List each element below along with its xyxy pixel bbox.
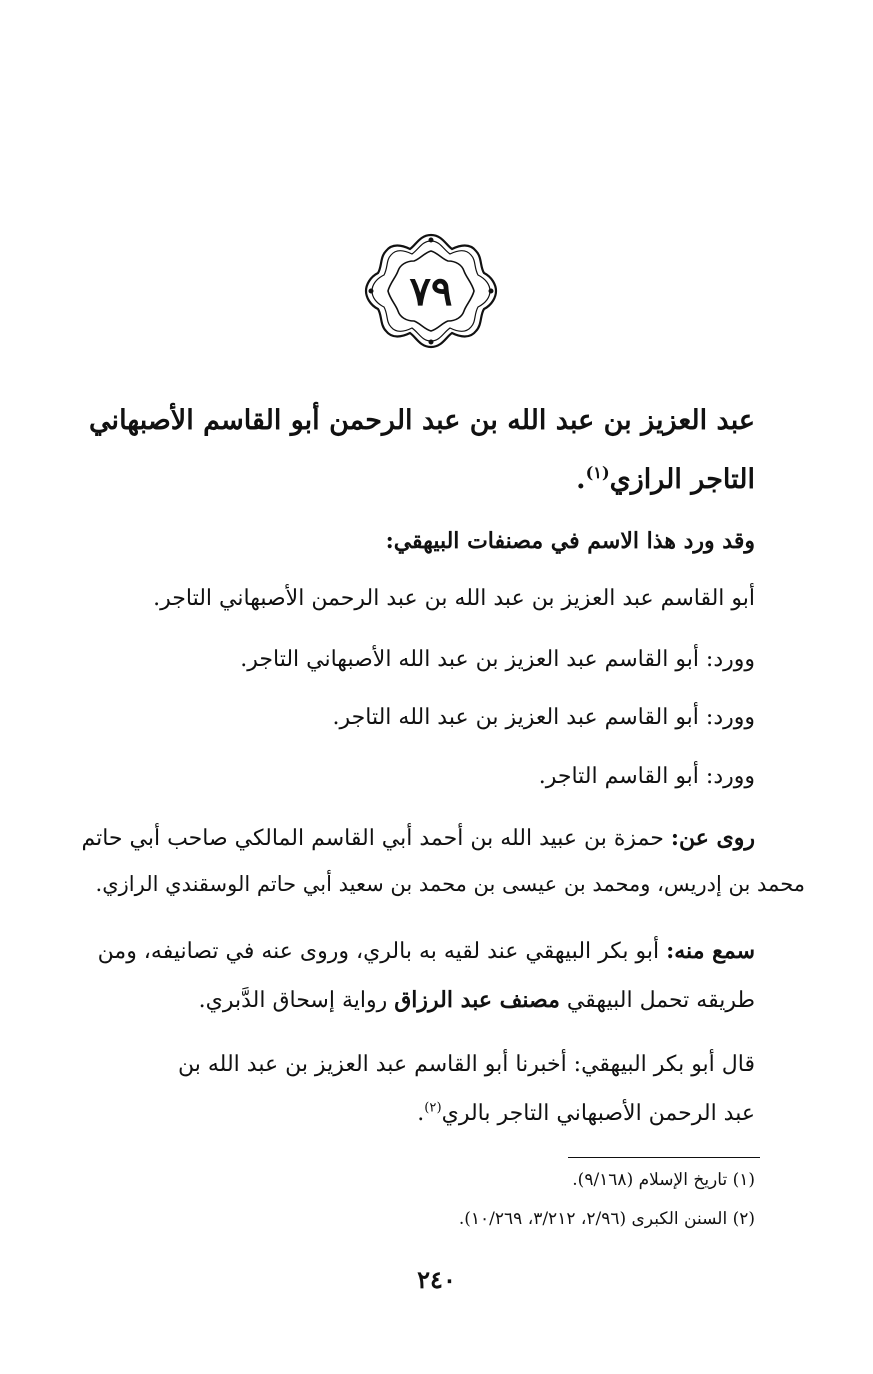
- entry-title-period: .: [576, 464, 586, 495]
- entry-title-line-1: عبد العزيز بن عبد الله بن عبد الرحمن أبو القاسم الأصبهاني: [89, 405, 755, 436]
- footnote-1: (١) تاريخ الإسلام (٩/١٦٨).: [572, 1170, 755, 1190]
- footnote-divider: [568, 1157, 760, 1158]
- heard-from-label: سمع منه:: [666, 938, 755, 964]
- name-form-4: وورد: أبو القاسم التاجر.: [538, 764, 755, 789]
- quote-text-2: عبد الرحمن الأصبهاني التاجر بالري: [441, 1101, 755, 1126]
- quote-period: .: [417, 1101, 425, 1126]
- quote-line-1: قال أبو بكر البيهقي: أخبرنا أبو القاسم عبد العزيز بن عبد الله بن: [178, 1052, 755, 1077]
- narrated-from-text-1: حمزة بن عبيد الله بن أحمد أبي القاسم المالكي صاحب أبي حاتم: [81, 826, 664, 851]
- heard-from-line-2: [199, 987, 755, 1013]
- heard-from-line-1: [98, 938, 755, 964]
- footnote-ref-2: (٢): [424, 1100, 442, 1116]
- book-title-musannaf: مصنف عبد الرزاق: [394, 987, 560, 1013]
- page-number: ٢٤٠: [417, 1265, 456, 1294]
- heard-from-text-1: أبو بكر البيهقي عند لقيه به بالري، وروى عنه في تصانيفه، ومن: [97, 939, 660, 964]
- footnote-2: (٢) السنن الكبرى (٢/٩٦، ٣/٢١٢، ١٠/٢٦٩).: [458, 1209, 755, 1229]
- narrated-from-line-2: محمد بن إدريس، ومحمد بن عيسى بن محمد بن سعيد أبي حاتم الوسقندي الرازي.: [95, 872, 805, 896]
- heard-from-text-2: طريقه تحمل البيهقي: [566, 988, 755, 1013]
- narrated-from-label: روى عن:: [670, 825, 755, 851]
- name-form-2: وورد: أبو القاسم عبد العزيز بن عبد الله الأصبهاني التاجر.: [240, 647, 755, 672]
- name-form-3: وورد: أبو القاسم عبد العزيز بن عبد الله التاجر.: [332, 705, 755, 730]
- footnote-ref-1: (١): [585, 463, 610, 482]
- name-form-1: أبو القاسم عبد العزيز بن عبد الله بن عبد الرحمن الأصبهاني التاجر.: [153, 586, 755, 611]
- entry-title-line-2: [576, 464, 755, 495]
- narrated-from-line-1: [81, 825, 755, 851]
- entry-title-text: التاجر الرازي: [609, 464, 755, 495]
- quote-line-2: [417, 1101, 755, 1126]
- entry-number: ٧٩: [409, 267, 453, 315]
- heard-from-text-3: رواية إسحاق الدَّبري.: [198, 988, 388, 1013]
- entry-number-ornament: [362, 231, 500, 351]
- section-heading: وقد ورد هذا الاسم في مصنفات البيهقي:: [385, 528, 755, 554]
